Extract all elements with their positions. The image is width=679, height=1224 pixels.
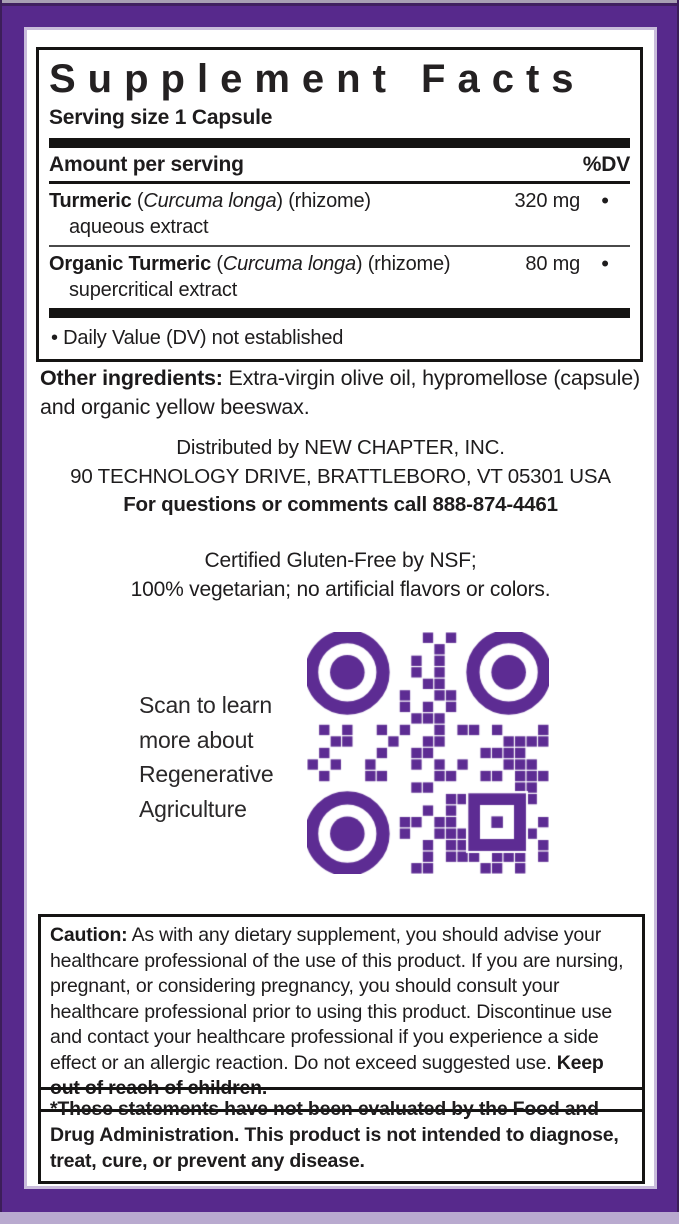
distributor-address: 90 TECHNOLOGY DRIVE, BRATTLEBORO, VT 05301 USA bbox=[70, 464, 611, 488]
distributor-phone: For questions or comments call 888-874-4461 bbox=[123, 493, 558, 516]
frame-top-dark-strip bbox=[0, 3, 679, 6]
distributor-info bbox=[27, 434, 654, 520]
column-header-row bbox=[49, 148, 630, 184]
dv-bullet: • bbox=[601, 188, 609, 213]
caution-box bbox=[38, 914, 645, 1112]
dv-header: %DV bbox=[582, 153, 630, 176]
ingredient-open-paren: ( bbox=[211, 253, 223, 275]
certification-line2: 100% vegetarian; no artificial flavors or colors. bbox=[130, 578, 551, 601]
ingredient-suffix: ) (rhizome) bbox=[355, 253, 451, 275]
ingredient-row bbox=[49, 184, 630, 245]
amount-per-serving-header: Amount per serving bbox=[49, 153, 244, 176]
qr-caption-line: Scan to learn bbox=[139, 692, 272, 718]
qr-caption-line: Regenerative bbox=[139, 761, 274, 787]
distributor-line1: Distributed by NEW CHAPTER, INC. bbox=[176, 436, 505, 459]
divider-thick bbox=[49, 138, 630, 148]
qr-caption-line: more about bbox=[139, 726, 254, 753]
divider-thick bbox=[49, 308, 630, 318]
dv-footnote: • Daily Value (DV) not established bbox=[51, 327, 344, 349]
ingredient-row bbox=[49, 245, 630, 308]
other-ingredients bbox=[40, 364, 642, 422]
ingredient-detail: aqueous extract bbox=[69, 216, 209, 238]
ingredient-amount: 320 mg bbox=[514, 190, 580, 212]
ingredient-name bbox=[49, 188, 485, 240]
ingredient-latin-name: Curcuma longa bbox=[222, 253, 356, 275]
caution-text: As with any dietary supplement, you should advise your healthcare professional of the use of this product. If you are nursing, pregnant, or considering pregnancy, you should consult your healthcare professional prior to using this product. Discontinue use and contact your healthcare professional if you experience a side effect or an allergic reaction. Do not exceed suggested use. bbox=[50, 924, 624, 1074]
qr-caption bbox=[139, 688, 273, 826]
caution-bold-end: Keep out of reach of children. bbox=[50, 1051, 604, 1099]
certification-line1: Certified Gluten-Free by NSF; bbox=[204, 549, 477, 572]
ingredient-name-bold: Organic Turmeric bbox=[49, 253, 212, 275]
caution-label: Caution: bbox=[50, 924, 128, 946]
dv-bullet: • bbox=[601, 251, 609, 276]
ingredient-name bbox=[49, 251, 485, 303]
qr-section bbox=[27, 630, 654, 912]
facts-title: Supplement Facts bbox=[49, 57, 586, 101]
fda-disclaimer-text: *These statements have not been evaluated by the Food and Drug Administration. This product is not intended to diagnose, treat, cure, or prevent any disease. bbox=[50, 1098, 619, 1172]
other-ingredients-text: Extra-virgin olive oil, hypromellose (capsule) and organic yellow beeswax. bbox=[40, 366, 640, 419]
ingredient-open-paren: ( bbox=[131, 190, 144, 212]
frame-bottom-light-strip bbox=[0, 1212, 679, 1224]
serving-size: Serving size 1 Capsule bbox=[49, 106, 273, 129]
frame-left-edge bbox=[0, 0, 2, 1224]
supplement-facts-panel bbox=[36, 47, 643, 362]
ingredient-detail: supercritical extract bbox=[69, 279, 238, 301]
other-ingredients-label: Other ingredients: bbox=[40, 366, 223, 390]
certification-info bbox=[27, 546, 654, 604]
fda-disclaimer-box bbox=[38, 1087, 645, 1184]
qr-caption-line: Agriculture bbox=[139, 795, 247, 822]
ingredient-amount: 80 mg bbox=[525, 253, 580, 275]
ingredient-latin-name: Curcuma longa bbox=[143, 190, 277, 212]
qr-code bbox=[307, 632, 549, 874]
ingredient-name-bold: Turmeric bbox=[49, 190, 132, 212]
ingredient-suffix: ) (rhizome) bbox=[276, 190, 371, 212]
label-content-panel bbox=[27, 30, 654, 1186]
